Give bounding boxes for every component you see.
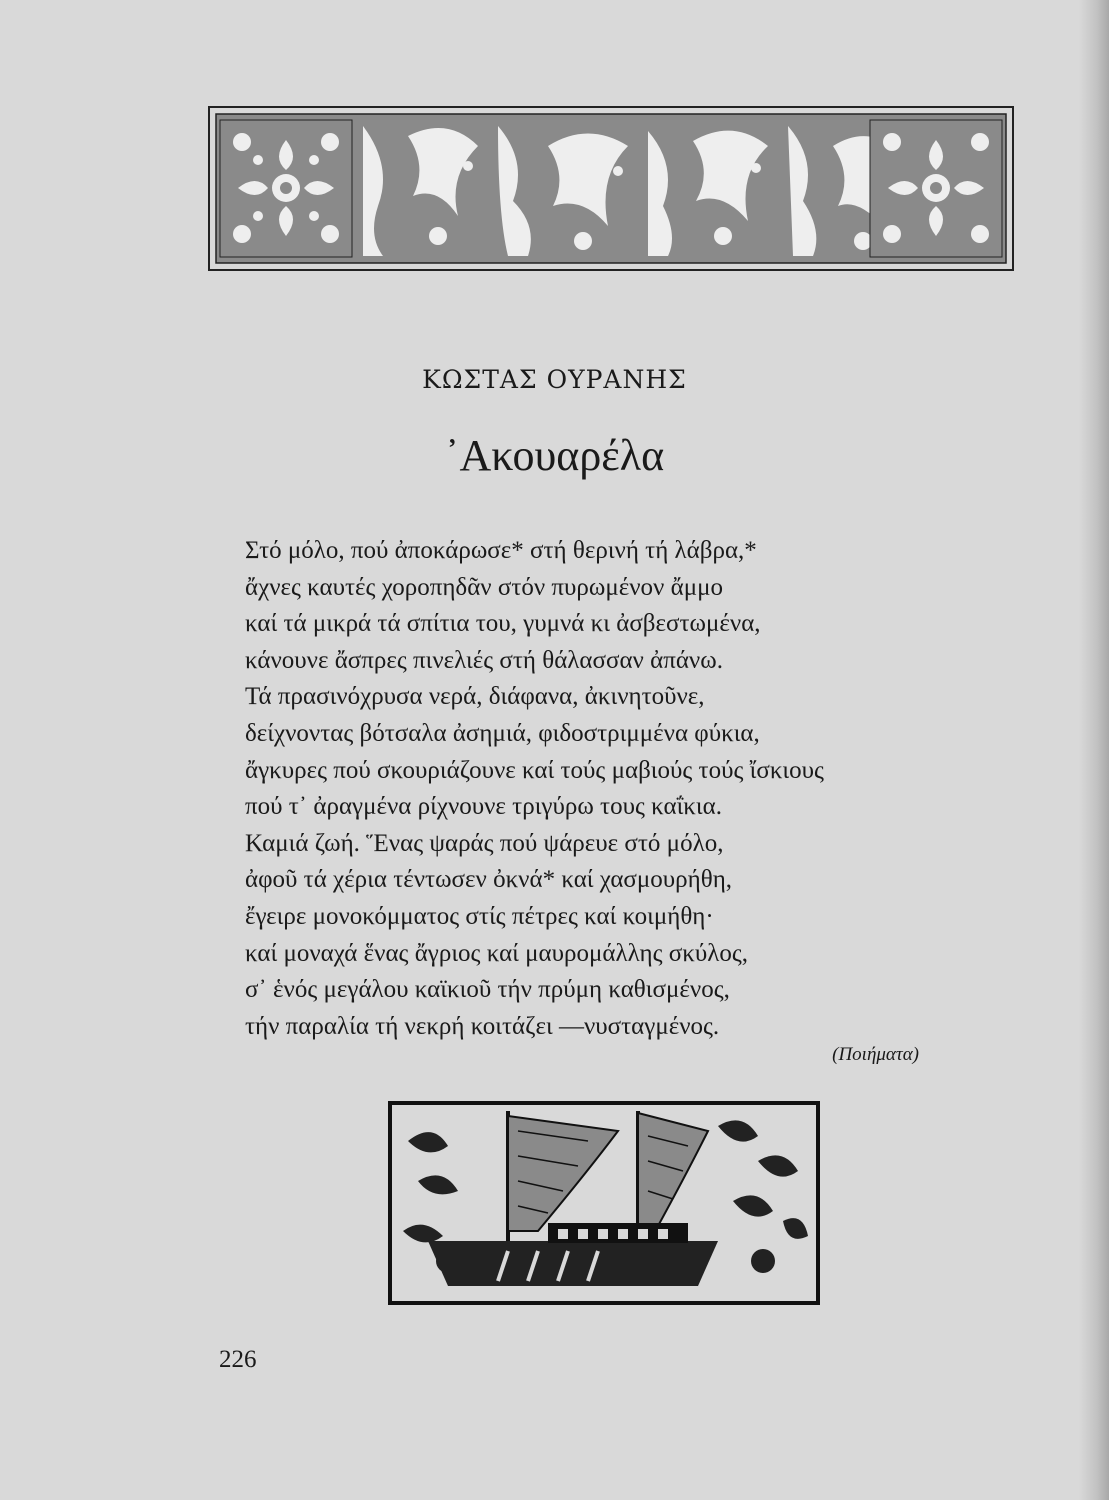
poem-line: ἔγειρε μονοκόμματος στίς πέτρες καί κοιμήθη· <box>245 902 714 930</box>
poem-title: ᾿Ακουαρέλα <box>444 431 665 480</box>
poem-line: καί τά μικρά τά σπίτια του, γυμνά κι ἀσβεστωμένα, <box>245 610 761 638</box>
poem-source: (Ποιήματα) <box>832 1044 919 1065</box>
poem-line: κάνουνε ἄσπρες πινελιές στή θάλασσαν ἀπάνω. <box>245 646 723 674</box>
poem-line: σ᾿ ἑνός μεγάλου καϊκιοῦ τήν πρύμη καθισμένος, <box>245 976 730 1004</box>
poem-line: ἄγκυρες πού σκουριάζουνε καί τούς μαβιούς τούς ἴσκιους <box>245 756 824 784</box>
ship-vignette-illustration <box>388 1101 820 1305</box>
poem-line: τήν παραλία τή νεκρή κοιτάζει —νυσταγμένος. <box>245 1012 720 1040</box>
poem-line: Καμιά ζωή. Ἕνας ψαράς πού ψάρευε στό μόλο, <box>245 829 724 857</box>
page-number: 226 <box>219 1346 257 1373</box>
floral-banner-ornament <box>208 106 1014 271</box>
poem-line: ἄχνες καυτές χοροπηδᾶν στόν πυρωμένον ἄμμο <box>245 573 724 601</box>
poem-body <box>245 533 985 1045</box>
poem-line: καί μοναχά ἕνας ἄγριος καί μαυρομάλλης σκύλος, <box>245 939 748 967</box>
rosette-tile-left <box>220 120 352 257</box>
author-name: ΚΩΣΤΑΣ ΟΥΡΑΝΗΣ <box>422 365 687 394</box>
page-edge-shadow <box>1079 0 1109 1500</box>
poem-line: δείχνοντας βότσαλα ἀσημιά, φιδοστριμμένα φύκια, <box>245 719 760 747</box>
poem-line: Τά πρασινόχρυσα νερά, διάφανα, ἀκινητοῦνε, <box>245 683 705 711</box>
poem-line: Στό μόλο, πού ἀποκάρωσε* στή θερινή τή λάβρα,* <box>245 537 757 564</box>
poem-line: ἀφοῦ τά χέρια τέντωσεν ὀκνά* καί χασμουρήθη, <box>245 866 733 894</box>
rosette-tile-right <box>870 120 1002 257</box>
poem-line: πού τ᾿ ἀραγμένα ρίχνουνε τριγύρω τους καΐκια. <box>245 793 722 821</box>
